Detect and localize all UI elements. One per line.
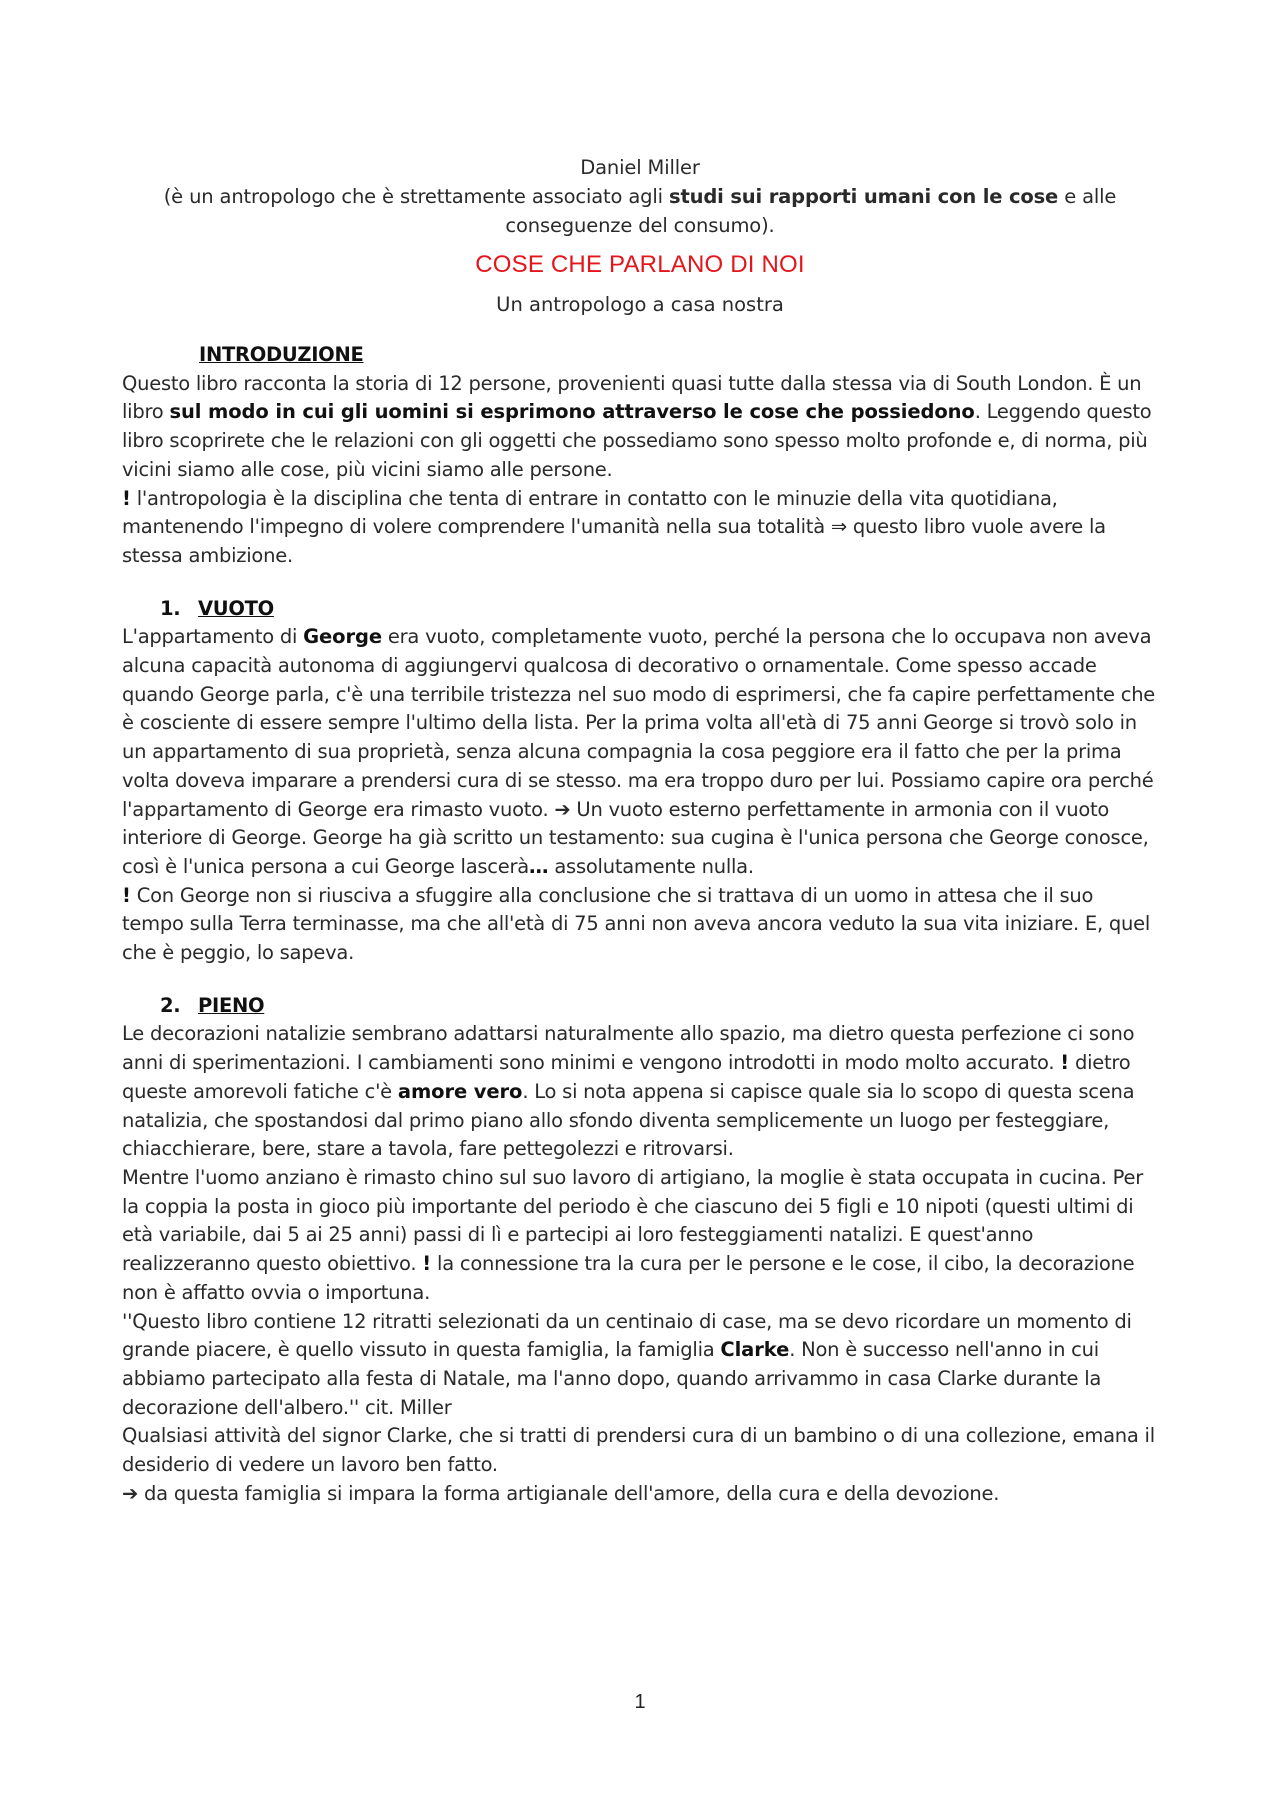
section-2-paragraph-4: Qualsiasi attività del signor Clarke, che si tratti di prendersi cura di un bambino o di una collezione, emana il desiderio di vedere un lavoro ben fatto. bbox=[122, 1424, 1155, 1477]
author-description-bold: studi sui rapporti umani con le cose bbox=[669, 185, 1059, 208]
section-2-paragraph-2: Mentre l'uomo anziano è rimasto chino sul suo lavoro di artigiano, la moglie è stata occupata in cucina. Per la coppia la posta in gioco più importante del periodo è che ciascuno dei 5 figli e 10 nipoti (questi ultimi di età variabile, dai 5 ai 25 anni) passi di lì e partecipi ai loro festeggiamenti natalizi. E quest'anno realizzeranno questo obiettivo. ! la connessione tra la cura per le persone e le cose, il cibo, la decorazione non è affatto ovvia o importuna. bbox=[122, 1165, 1143, 1304]
section-2-paragraph-1: Le decorazioni natalizie sembrano adattarsi naturalmente allo spazio, ma dietro questa perfezione ci sono anni di sperimentazioni. I cambiamenti sono minimi e vengono introdotti in modo molto accurato. ! dietro queste amorevoli fatiche c'è amore vero. Lo si nota appena si capisce quale sia lo scopo di questa scena natalizia, che spostandosi dal primo piano allo sfondo diventa semplicemente un luogo per festeggiare, chiacchierare, bere, stare a tavola, fare pettegolezzi e ritrovarsi. bbox=[122, 1022, 1135, 1161]
arrow-icon: ➔ bbox=[122, 1481, 139, 1505]
intro-paragraph-2: ! l'antropologia è la disciplina che tenta di entrare in contatto con le minuzie della vita quotidiana, mantenendo l'impegno di volere comprendere l'umanità nella sua totalità ⇒ questo libro vuole avere la stessa ambizione. bbox=[122, 486, 1106, 567]
intro-heading: INTRODUZIONE bbox=[199, 343, 364, 366]
section-1-heading bbox=[122, 595, 1158, 624]
exclamation-mark: ! bbox=[122, 883, 131, 907]
section-1-title: VUOTO bbox=[198, 596, 274, 620]
author-name: Daniel Miller bbox=[580, 156, 700, 179]
intro-paragraph-1: Questo libro racconta la storia di 12 persone, provenienti quasi tutte dalla stessa via di South London. È un libro sul modo in cui gli uomini si esprimono attraverso le cose che possiedono. Leggendo questo libro scoprirete che le relazioni con gli oggetti che possediamo sono spesso molto profonde e, di norma, più vicini siamo alle cose, più vicini siamo alle persone. bbox=[122, 371, 1152, 481]
arrow-icon: ➔ bbox=[554, 797, 571, 821]
section-2-heading bbox=[122, 992, 1158, 1021]
author-description: (è un antropologo che è strettamente associato agli studi sui rapporti umani con le cose e alle conseguenze del consumo). bbox=[163, 185, 1117, 237]
document-subtitle: Un antropologo a casa nostra bbox=[496, 293, 784, 316]
section-2-paragraph-5: ➔ da questa famiglia si impara la forma artigianale dell'amore, della cura e della devozione. bbox=[122, 1481, 1000, 1505]
section-2-title: PIENO bbox=[198, 993, 265, 1017]
section-1-paragraph-1: L'appartamento di George era vuoto, completamente vuoto, perché la persona che lo occupava non aveva alcuna capacità autonoma di aggiungervi qualcosa di decorativo o ornamentale. Come spesso accade quando George parla, c'è una terribile tristezza nel suo modo di esprimersi, che fa capire perfettamente che è cosciente di essere sempre l'ultimo della lista. Per la prima volta all'età di 75 anni George si trovò solo in un appartamento di sua proprietà, senza alcuna compagnia la cosa peggiore era il fatto che per la prima volta doveva imparare a prendersi cura di se stesso. ma era troppo duro per lui. Possiamo capire ora perché l'appartamento di George era rimasto vuoto. ➔ Un vuoto esterno perfettamente in armonia con il vuoto interiore di George. George ha già scritto un testamento: sua cugina è l'unica persona che George conosce, così è l'unica persona a cui George lascerà… assolutamente nulla. bbox=[122, 625, 1156, 878]
page-content bbox=[122, 153, 1158, 1508]
section-2-number: 2. bbox=[160, 993, 181, 1017]
exclamation-mark: ! bbox=[122, 486, 131, 510]
exclamation-mark: ! bbox=[422, 1252, 432, 1276]
exclamation-mark: ! bbox=[1060, 1051, 1070, 1075]
section-2-paragraph-3: ''Questo libro contiene 12 ritratti selezionati da un centinaio di case, ma se devo ricordare un momento di grande piacere, è quello vissuto in questa famiglia, la famiglia Clarke. Non è successo nell'anno in cui abbiamo partecipato alla festa di Natale, ma l'anno dopo, quando arrivammo in casa Clarke durante la decorazione dell'albero.'' cit. Miller bbox=[122, 1309, 1132, 1419]
page-number: 1 bbox=[634, 1691, 646, 1713]
section-1-paragraph-2: ! Con George non si riusciva a sfuggire alla conclusione che si trattava di un uomo in attesa che il suo tempo sulla Terra terminasse, ma che all'età di 75 anni non aveva ancora veduto la sua vita iniziare. E, quel che è peggio, lo sapeva. bbox=[122, 883, 1151, 965]
section-1-number: 1. bbox=[160, 596, 181, 620]
document-title: COSE CHE PARLANO DI NOI bbox=[475, 251, 805, 278]
